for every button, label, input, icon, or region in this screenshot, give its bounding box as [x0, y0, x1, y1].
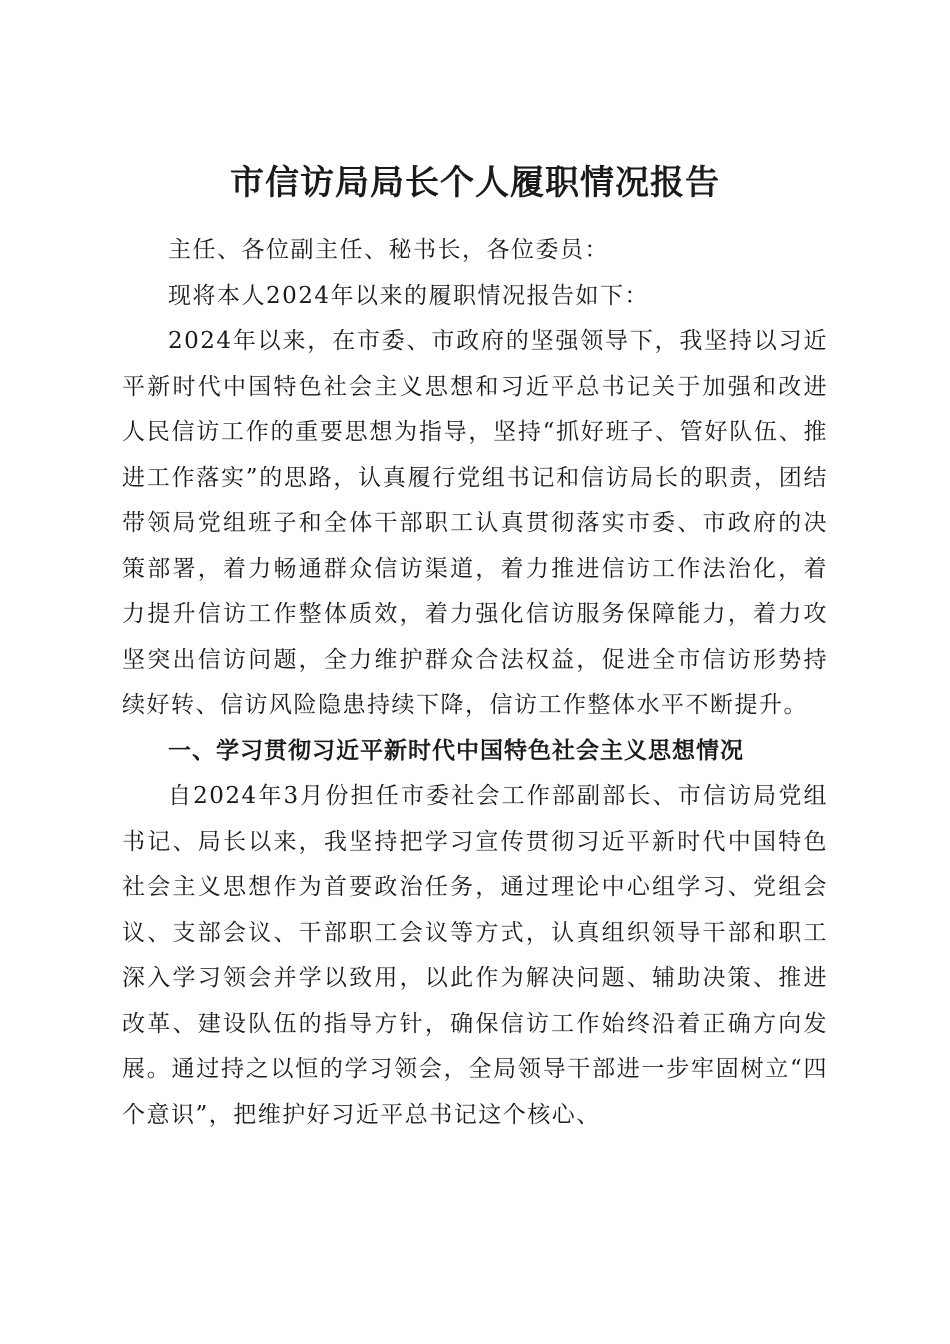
paragraph-overview: 2024年以来，在市委、市政府的坚强领导下，我坚持以习近平新时代中国特色社会主义思想和习近平总书记关于加强和改进人民信访工作的重要思想为指导，坚持“抓好班子、管好队伍、推进工作落实”的思路，认真履行党组书记和信访局长的职责，团结带领局党组班子和全体干部职工认真贯彻落实市委、市政府的决策部署，着力畅通群众信访渠道，着力推进信访工作法治化，着力提升信访工作整体质效，着力强化信访服务保障能力，着力攻坚突出信访问题，全力维护群众合法权益，促进全市信访形势持续好转、信访风险隐患持续下降，信访工作整体水平不断提升。	[122, 328, 828, 718]
section-heading-1: 一、学习贯彻习近平新时代中国特色社会主义思想情况	[168, 737, 744, 764]
document-body	[122, 228, 828, 1138]
document-title: 市信访局局长个人履职情况报告	[230, 162, 720, 203]
paragraph-study: 自2024年3月份担任市委社会工作部副部长、市信访局党组书记、局长以来，我坚持把学习宣传贯彻习近平新时代中国特色社会主义思想作为首要政治任务，通过理论中心组学习、党组会议、支部会议、干部职工会议等方式，认真组织领导干部和职工深入学习领会并学以致用，以此作为解决问题、辅助决策、推进改革、建设队伍的指导方针，确保信访工作始终沿着正确方向发展。通过持之以恒的学习领会，全局领导干部进一步牢固树立“四个意识”，把维护好习近平总书记这个核心、	[122, 783, 828, 1128]
intro-paragraph: 现将本人2024年以来的履职情况报告如下：	[168, 282, 650, 309]
salutation: 主任、各位副主任、秘书长，各位委员：	[168, 237, 609, 263]
